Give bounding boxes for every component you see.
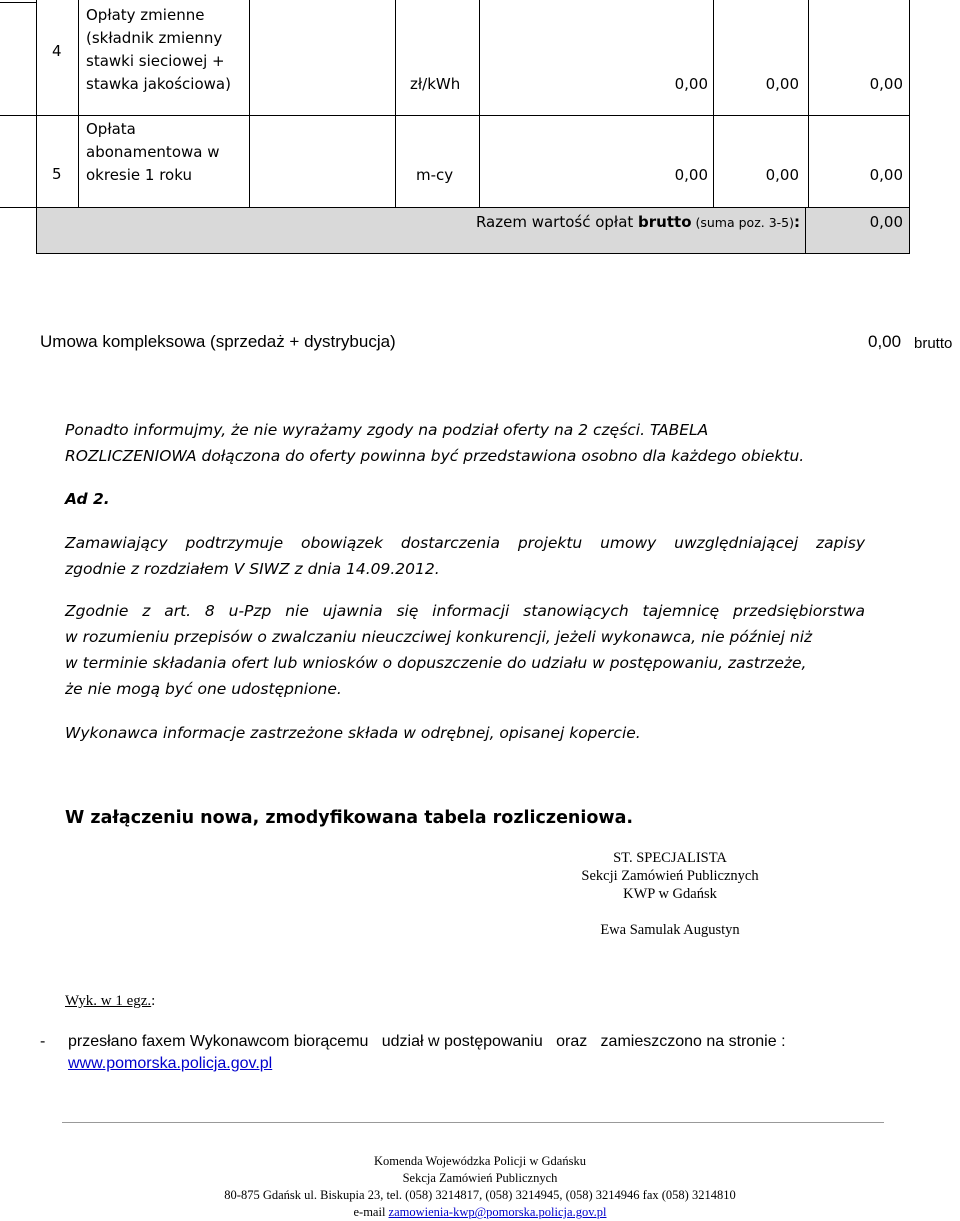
umowa-suffix: brutto — [914, 335, 953, 352]
copies-colon: : — [151, 993, 156, 1009]
table-row-divider — [0, 2, 36, 3]
row-value: 0,00 — [674, 166, 708, 184]
paragraph-line: Zamawiający podtrzymuje obowiązek dostarczenia projektu umowy uwzględniającej zapisy — [65, 534, 865, 552]
row-value: 0,00 — [869, 75, 903, 93]
signature-name: Ewa Samulak Augustyn — [600, 922, 740, 938]
table-col-divider — [78, 0, 79, 207]
total-label-bold: brutto — [638, 213, 692, 231]
paragraph-line: ROZLICZENIOWA dołączona do oferty powinna być przedstawiona osobno dla każdego obiektu. — [65, 447, 805, 465]
attachment-note: W załączeniu nowa, zmodyfikowana tabela rozliczeniowa. — [65, 808, 634, 828]
paragraph-line: w terminie składania ofert lub wniosków o dopuszczenie do udziału w postępowaniu, zastrzeże, — [65, 654, 807, 672]
table-col-divider — [249, 0, 250, 207]
total-label-text: Razem wartość opłat — [475, 213, 639, 231]
table-col-divider — [909, 0, 910, 254]
footer-email-link[interactable]: zamowienia-kwp@pomorska.policja.gov.pl — [388, 1205, 607, 1219]
row-description-line: stawki sieciowej + — [86, 52, 225, 70]
table-col-divider — [36, 0, 37, 254]
paragraph-line: Zgodnie z art. 8 u-Pzp nie ujawnia się informacji stanowiących tajemnicę przedsiębiorstwa — [65, 602, 865, 620]
signature-block — [560, 849, 780, 939]
row-value: 0,00 — [674, 75, 708, 93]
website-link[interactable]: www.pomorska.policja.gov.pl — [68, 1055, 273, 1072]
copies-label: Wyk. w 1 egz. — [65, 993, 152, 1009]
footer-address: 80-875 Gdańsk ul. Biskupia 23, tel. (058) 3214817, (058) 3214945, (058) 3214946 fax (058) 3214810 — [224, 1188, 736, 1202]
row-unit: m-cy — [416, 166, 454, 184]
total-label — [460, 211, 800, 234]
paragraph-ponadto — [65, 417, 945, 469]
total-value: 0,00 — [869, 213, 903, 231]
table-col-divider — [805, 207, 806, 253]
paragraph-line: zgodnie z rozdziałem V SIWZ z dnia 14.09.2012. — [65, 560, 440, 578]
total-label-colon: : — [794, 213, 800, 231]
table-row-divider — [36, 253, 910, 254]
row-description-line: Opłata — [86, 120, 136, 138]
signature-title: ST. SPECJALISTA — [613, 850, 727, 866]
footer-divider — [62, 1122, 884, 1123]
footer — [100, 1153, 860, 1221]
row-unit: zł/kWh — [410, 75, 461, 93]
signature-section: Sekcji Zamówień Publicznych — [581, 868, 759, 884]
table-row-divider — [0, 115, 910, 116]
copies-note — [65, 993, 155, 1010]
paragraph-line: w rozumieniu przepisów o zwalczaniu nieuczciwej konkurencji, jeżeli wykonawca, nie później niż — [65, 628, 813, 646]
row-description-line: stawka jakościowa) — [86, 75, 231, 93]
total-label-small: (suma poz. 3-5) — [691, 215, 794, 230]
fees-table — [0, 0, 960, 260]
paragraph-wykonawca: Wykonawca informacje zastrzeżone składa w odrębnej, opisanej kopercie. — [65, 724, 641, 742]
row-description — [86, 4, 246, 96]
footer-section: Sekcja Zamówień Publicznych — [402, 1171, 558, 1185]
signature-unit: KWP w Gdańsk — [623, 886, 717, 902]
footer-email-line — [100, 1204, 860, 1221]
footer-org: Komenda Wojewódzka Policji w Gdańsku — [374, 1154, 586, 1168]
paragraph-line: że nie mogą być one udostępnione. — [65, 680, 342, 698]
row-number: 4 — [52, 42, 62, 60]
row-value: 0,00 — [765, 75, 799, 93]
umowa-label: Umowa kompleksowa (sprzedaż + dystrybucja) — [40, 332, 396, 351]
row-value: 0,00 — [765, 166, 799, 184]
row-number: 5 — [52, 165, 62, 183]
ad2-heading: Ad 2. — [65, 490, 110, 508]
row-description-line: okresie 1 roku — [86, 166, 192, 184]
table-col-divider — [395, 0, 396, 207]
distribution-bullet: - — [40, 1033, 46, 1050]
paragraph-zamawiajacy — [65, 530, 865, 582]
row-description-line: Opłaty zmienne — [86, 6, 205, 24]
paragraph-line: Ponadto informujmy, że nie wyrażamy zgody na podział oferty na 2 części. TABELA — [65, 421, 709, 439]
distribution-text: przesłano faxem Wykonawcom biorącemu udział w postępowaniu oraz zamieszczono na stronie : — [68, 1033, 786, 1050]
row-value: 0,00 — [869, 166, 903, 184]
row-description-line: abonamentowa w — [86, 143, 220, 161]
row-description-line: (składnik zmienny — [86, 29, 223, 47]
umowa-value: 0,00 — [868, 332, 902, 351]
table-col-divider — [479, 0, 480, 207]
table-row-divider — [0, 207, 910, 208]
row-description — [86, 118, 246, 187]
footer-email-label: e-mail — [353, 1205, 389, 1219]
paragraph-zgodnie — [65, 598, 865, 702]
